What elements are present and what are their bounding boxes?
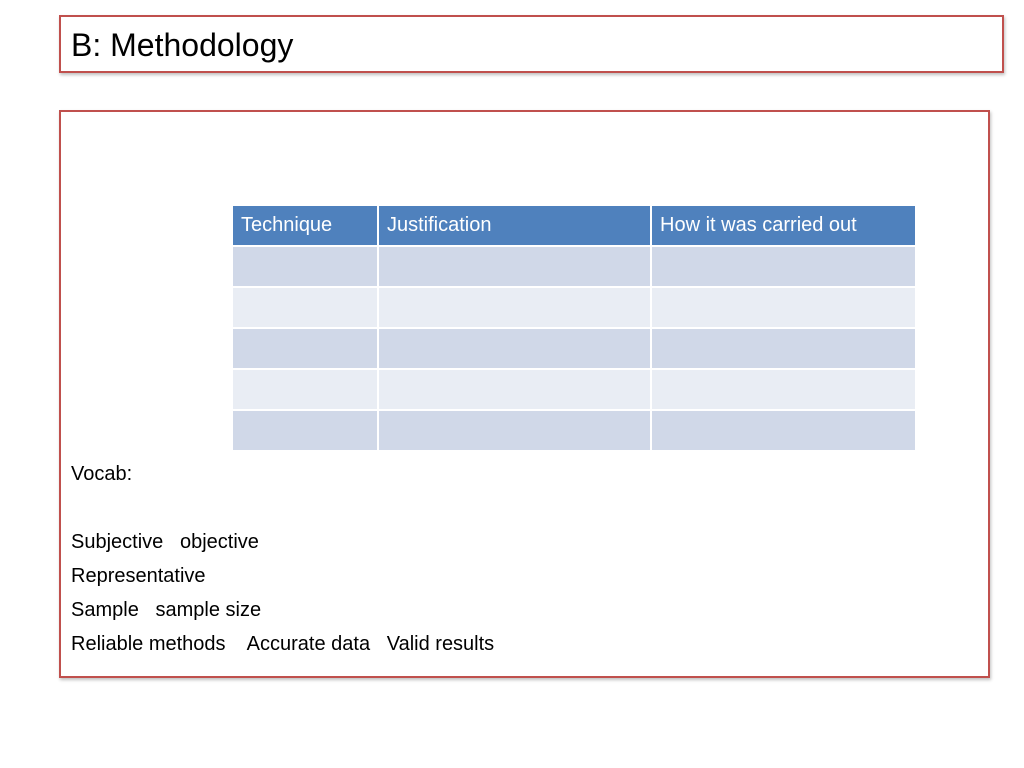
table-cell[interactable]	[378, 410, 651, 451]
table-cell[interactable]	[232, 369, 378, 410]
header-justification: Justification	[378, 205, 651, 246]
table-cell[interactable]	[378, 369, 651, 410]
table-row	[232, 287, 916, 328]
table-cell[interactable]	[378, 328, 651, 369]
vocab-heading: Vocab:	[71, 463, 133, 485]
content-box	[59, 110, 990, 678]
table-cell[interactable]	[232, 328, 378, 369]
header-how-carried-out: How it was carried out	[651, 205, 916, 246]
table-row	[232, 369, 916, 410]
table-row	[232, 410, 916, 451]
table-cell[interactable]	[651, 328, 916, 369]
table-cell[interactable]	[651, 410, 916, 451]
vocab-line: Representative	[71, 565, 206, 587]
title-box	[59, 15, 1004, 73]
vocab-line: Subjective objective	[71, 531, 259, 553]
table-row	[232, 328, 916, 369]
slide-title: B: Methodology	[71, 27, 294, 63]
table-cell[interactable]	[651, 246, 916, 287]
table-cell[interactable]	[232, 246, 378, 287]
vocab-spacer	[71, 491, 494, 525]
methodology-table	[231, 204, 917, 452]
table-cell[interactable]	[651, 287, 916, 328]
table-cell[interactable]	[651, 369, 916, 410]
table-cell[interactable]	[378, 287, 651, 328]
table-cell[interactable]	[232, 287, 378, 328]
table-cell[interactable]	[232, 410, 378, 451]
table-row	[232, 246, 916, 287]
vocab-line: Reliable methods Accurate data Valid results	[71, 633, 495, 655]
vocab-line: Sample sample size	[71, 599, 262, 621]
vocab-section	[71, 457, 494, 661]
header-technique: Technique	[232, 205, 378, 246]
table-header-row	[232, 205, 916, 246]
table-cell[interactable]	[378, 246, 651, 287]
